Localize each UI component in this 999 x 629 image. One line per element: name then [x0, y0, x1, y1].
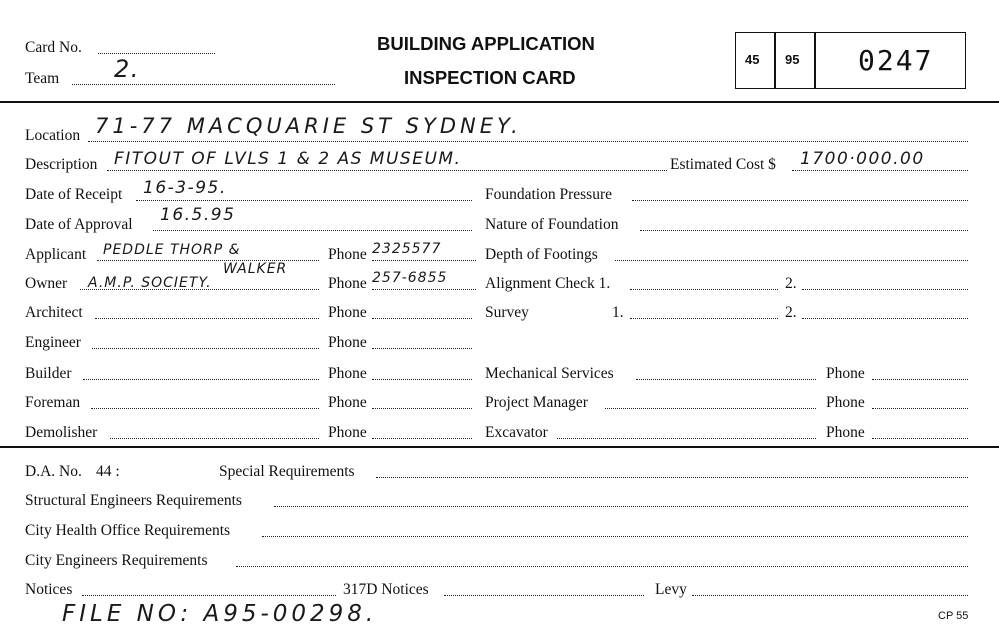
section-divider [0, 446, 999, 448]
survey-2-field[interactable] [802, 318, 968, 319]
foreman-phone-label: Phone [328, 394, 367, 411]
notices-317d-label: 317D Notices [343, 581, 429, 598]
demolisher-field[interactable] [110, 438, 319, 439]
alignment-check-1-field[interactable] [630, 289, 778, 290]
date-approval-value: 16.5.95 [160, 205, 236, 225]
survey-2-label: 2. [785, 304, 797, 321]
engineer-field[interactable] [92, 348, 319, 349]
team-value: 2. [114, 55, 140, 83]
foundation-pressure-label: Foundation Pressure [485, 186, 613, 203]
levy-field[interactable] [692, 595, 968, 596]
owner-value: A.M.P. SOCIETY. [88, 275, 212, 291]
header-divider [0, 101, 999, 103]
da-no-label: D.A. No. [25, 463, 82, 480]
alignment-check-2-field[interactable] [802, 289, 968, 290]
engineer-label: Engineer [25, 334, 81, 351]
team-label: Team [25, 70, 60, 87]
applicant-phone-field[interactable] [372, 260, 476, 261]
engineer-phone-label: Phone [328, 334, 367, 351]
excavator-phone-field[interactable] [872, 438, 968, 439]
date-receipt-field[interactable] [136, 200, 472, 201]
structural-requirements-label: Structural Engineers Requirements [25, 492, 242, 509]
owner-phone-value: 257-6855 [372, 270, 448, 286]
survey-1-label: 1. [612, 304, 624, 321]
special-requirements-label: Special Requirements [219, 463, 355, 480]
owner-label: Owner [25, 275, 68, 292]
excavator-label: Excavator [485, 424, 548, 441]
builder-phone-label: Phone [328, 365, 367, 382]
architect-phone-field[interactable] [372, 318, 472, 319]
health-requirements-field[interactable] [262, 536, 968, 537]
estimated-cost-value: 1700·000.00 [800, 149, 925, 169]
date-receipt-label: Date of Receipt [25, 186, 123, 203]
box-b-value: 95 [785, 52, 800, 67]
project-manager-label: Project Manager [485, 394, 588, 411]
applicant-value: PEDDLE THORP & [103, 242, 241, 258]
mechanical-services-field[interactable] [636, 379, 816, 380]
demolisher-phone-label: Phone [328, 424, 367, 441]
date-approval-label: Date of Approval [25, 216, 133, 233]
mechanical-phone-label: Phone [826, 365, 865, 382]
builder-label: Builder [25, 365, 72, 382]
excavator-field[interactable] [557, 438, 816, 439]
foreman-field[interactable] [91, 408, 319, 409]
survey-label: Survey [485, 304, 529, 321]
demolisher-label: Demolisher [25, 424, 98, 441]
date-receipt-value: 16-3-95. [143, 178, 227, 198]
card-number: 0247 [858, 44, 934, 77]
project-manager-field[interactable] [605, 408, 816, 409]
nature-foundation-label: Nature of Foundation [485, 216, 619, 233]
architect-phone-label: Phone [328, 304, 367, 321]
special-requirements-field[interactable] [376, 477, 968, 478]
team-field[interactable] [72, 84, 335, 85]
foundation-pressure-field[interactable] [632, 200, 968, 201]
estimated-cost-label: Estimated Cost $ [670, 156, 776, 173]
description-field[interactable] [107, 170, 667, 171]
description-label: Description [25, 156, 98, 173]
depth-footings-field[interactable] [615, 260, 968, 261]
survey-1-field[interactable] [630, 318, 778, 319]
applicant-phone-label: Phone [328, 246, 367, 263]
owner-phone-label: Phone [328, 275, 367, 292]
excavator-phone-label: Phone [826, 424, 865, 441]
health-requirements-label: City Health Office Requirements [25, 522, 231, 539]
architect-label: Architect [25, 304, 83, 321]
architect-field[interactable] [95, 318, 319, 319]
project-manager-phone-field[interactable] [872, 408, 968, 409]
location-value: 71-77 MACQUARIE ST SYDNEY. [95, 114, 522, 138]
title-line2: INSPECTION CARD [404, 67, 576, 88]
owner-phone-field[interactable] [372, 289, 476, 290]
foreman-phone-field[interactable] [372, 408, 472, 409]
box-a-value: 45 [745, 52, 760, 67]
location-field[interactable] [88, 141, 968, 142]
notices-label: Notices [25, 581, 73, 598]
demolisher-phone-field[interactable] [372, 438, 472, 439]
card-no-field[interactable] [98, 53, 215, 54]
city-engineers-requirements-field[interactable] [236, 566, 968, 567]
alignment-check-label: Alignment Check 1. [485, 275, 611, 292]
mechanical-phone-field[interactable] [872, 379, 968, 380]
estimated-cost-field[interactable] [792, 170, 968, 171]
applicant-phone-value: 2325577 [372, 241, 442, 257]
structural-requirements-field[interactable] [274, 506, 968, 507]
alignment-2-label: 2. [785, 275, 797, 292]
applicant-value-2: WALKER [223, 261, 288, 277]
file-number: FILE NO: A95-00298. [62, 601, 378, 627]
cp-code: CP 55 [938, 610, 969, 622]
date-approval-field[interactable] [153, 230, 472, 231]
title-line1: BUILDING APPLICATION [377, 33, 595, 54]
project-manager-phone-label: Phone [826, 394, 865, 411]
builder-field[interactable] [83, 379, 319, 380]
levy-label: Levy [655, 581, 687, 598]
city-engineers-requirements-label: City Engineers Requirements [25, 552, 208, 569]
da-no-value: 44 : [96, 463, 120, 480]
applicant-label: Applicant [25, 246, 87, 263]
depth-footings-label: Depth of Footings [485, 246, 598, 263]
location-label: Location [25, 127, 81, 144]
nature-foundation-field[interactable] [640, 230, 968, 231]
builder-phone-field[interactable] [372, 379, 472, 380]
notices-317d-field[interactable] [444, 595, 644, 596]
foreman-label: Foreman [25, 394, 81, 411]
mechanical-services-label: Mechanical Services [485, 365, 614, 382]
card-no-label: Card No. [25, 39, 82, 56]
description-value: FITOUT OF LVLS 1 & 2 AS MUSEUM. [114, 149, 462, 169]
engineer-phone-field[interactable] [372, 348, 472, 349]
notices-field[interactable] [82, 595, 336, 596]
